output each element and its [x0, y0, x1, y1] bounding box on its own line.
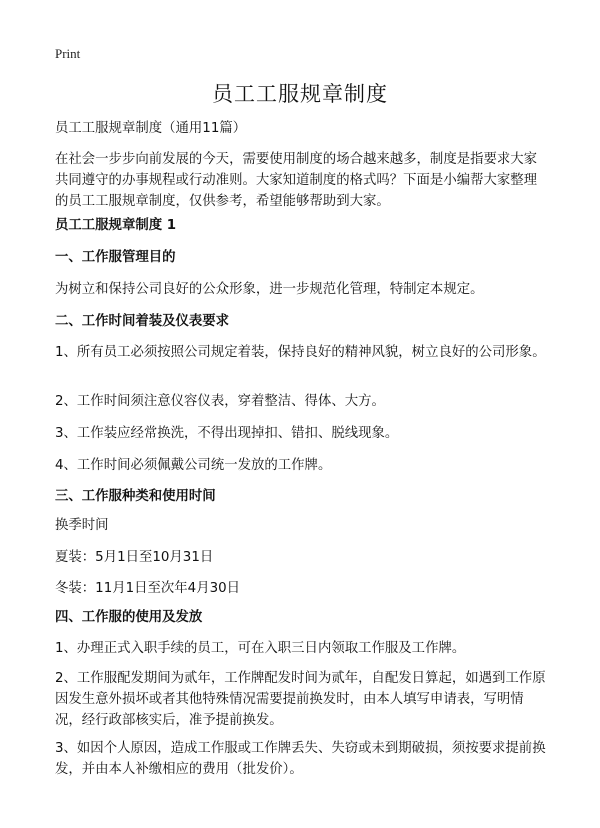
- section-paragraph: 2、工作时间须注意仪容仪表，穿着整洁、得体、大方。: [55, 394, 385, 409]
- section-paragraph: 为树立和保持公司良好的公众形象，进一步规范化管理，特制定本规定。: [55, 282, 484, 297]
- section-heading: 一、工作服管理目的: [55, 250, 176, 265]
- print-link[interactable]: Print: [55, 46, 81, 61]
- section-paragraph: 3、如因个人原因，造成工作服或工作牌丢失、失窃或未到期破损，须按要求提前换发，并由本人补缴相应的费用（批发价）。: [55, 741, 546, 777]
- section-paragraph: 夏装：5月1日至10月31日: [55, 550, 214, 565]
- section-heading: 四、工作服的使用及发放: [55, 610, 203, 625]
- section-paragraph: 1、所有员工必须按照公司规定着装，保持良好的精神风貌，树立良好的公司形象。: [55, 345, 546, 360]
- intro-paragraph: 在社会一步步向前发展的今天，需要使用制度的场合越来越多，制度是指要求大家共同遵守的办事规程或行动准则。大家知道制度的格式吗？下面是小编帮大家整理的员工工服规章制度，仅供参考，希望能够帮助到大家。: [55, 152, 538, 209]
- section-paragraph: 换季时间: [55, 518, 109, 533]
- article-heading: 员工工服规章制度 1: [55, 218, 177, 233]
- page-title: 员工工服规章制度: [212, 82, 388, 106]
- section-paragraph: 冬装：11月1日至次年4月30日: [55, 581, 241, 596]
- section-paragraph: 4、工作时间必须佩戴公司统一发放的工作牌。: [55, 458, 332, 473]
- section-paragraph: 3、工作装应经常换洗，不得出现掉扣、错扣、脱线现象。: [55, 426, 399, 441]
- section-heading: 二、工作时间着装及仪表要求: [55, 314, 230, 329]
- document-subtitle: 员工工服规章制度（通用11篇）: [55, 121, 247, 136]
- section-heading: 三、工作服种类和使用时间: [55, 489, 216, 504]
- section-paragraph: 2、工作服配发期间为贰年，工作牌配发时间为贰年，自配发日算起，如遇到工作原因发生意外损坏或者其他特殊情况需要提前换发时，由本人填写申请表，写明情况，经行政部核实后，准予提前换发。: [55, 671, 546, 728]
- section-paragraph: 1、办理正式入职手续的员工，可在入职三日内领取工作服及工作牌。: [55, 641, 466, 656]
